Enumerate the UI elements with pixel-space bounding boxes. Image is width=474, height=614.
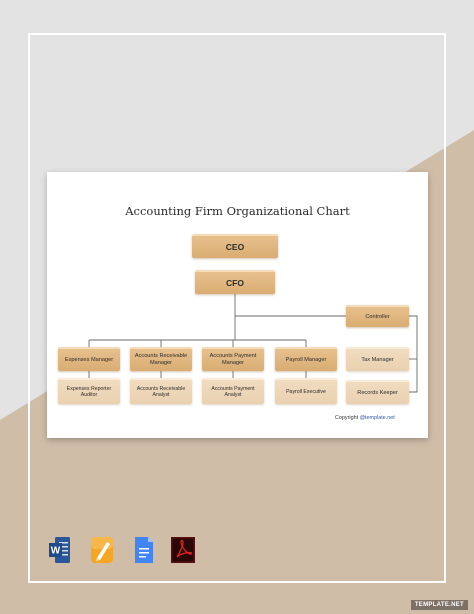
staff-label: Payroll Executive: [286, 388, 326, 395]
org-chart-document: [47, 172, 428, 438]
copyright-note: [335, 415, 395, 421]
tax-manager-label: Tax Manager: [361, 356, 394, 363]
staff-box-receivable: [130, 378, 192, 404]
cfo-box: [195, 270, 275, 294]
controller-bracket: [409, 316, 417, 392]
staff-box-expenses: [58, 378, 120, 404]
ceo-box: [192, 234, 278, 258]
manager-label-2: Manager: [149, 360, 173, 366]
controller-box: [346, 305, 409, 327]
staff-box-payment: [202, 378, 264, 404]
manager-box-receivable: [130, 347, 192, 371]
manager-label-2: Manager: [221, 360, 245, 366]
staff-label: Accounts Payment: [211, 385, 255, 392]
records-keeper-box: [346, 380, 409, 404]
manager-box-payment: [202, 347, 264, 371]
svg-text:W: W: [50, 545, 61, 557]
word-icon[interactable]: [49, 536, 71, 564]
google-docs-icon[interactable]: [133, 536, 155, 564]
copyright-text: Copyright: [335, 415, 360, 421]
staff-label: Accounts Receivable: [136, 385, 186, 392]
chart-title: Accounting Firm Organizational Chart: [125, 204, 350, 218]
copyright-link[interactable]: @template.net: [359, 415, 395, 421]
staff-label-2: Auditor: [80, 392, 98, 398]
manager-box-payroll: [275, 347, 337, 371]
manager-label: Payroll Manager: [285, 356, 327, 363]
template-net-badge: TEMPLATE.NET: [411, 600, 468, 610]
cfo-label: CFO: [226, 278, 244, 288]
manager-label: Accounts Receivable: [134, 353, 188, 359]
manager-box-expenses: [58, 347, 120, 371]
controller-label: Controller: [365, 313, 390, 320]
staff-box-payroll: [275, 378, 337, 404]
records-keeper-label: Records Keeper: [357, 389, 398, 396]
tax-manager-box: [346, 347, 409, 371]
pages-icon[interactable]: [91, 536, 113, 564]
ceo-label: CEO: [225, 242, 245, 252]
staff-label-2: Analyst: [224, 392, 242, 398]
pdf-icon[interactable]: [171, 536, 195, 564]
staff-label: Expenses Reporter: [66, 385, 112, 392]
manager-label: Expenses Manager: [64, 356, 114, 363]
staff-label-2: Analyst: [152, 392, 170, 398]
manager-label: Accounts Payment: [209, 353, 257, 359]
